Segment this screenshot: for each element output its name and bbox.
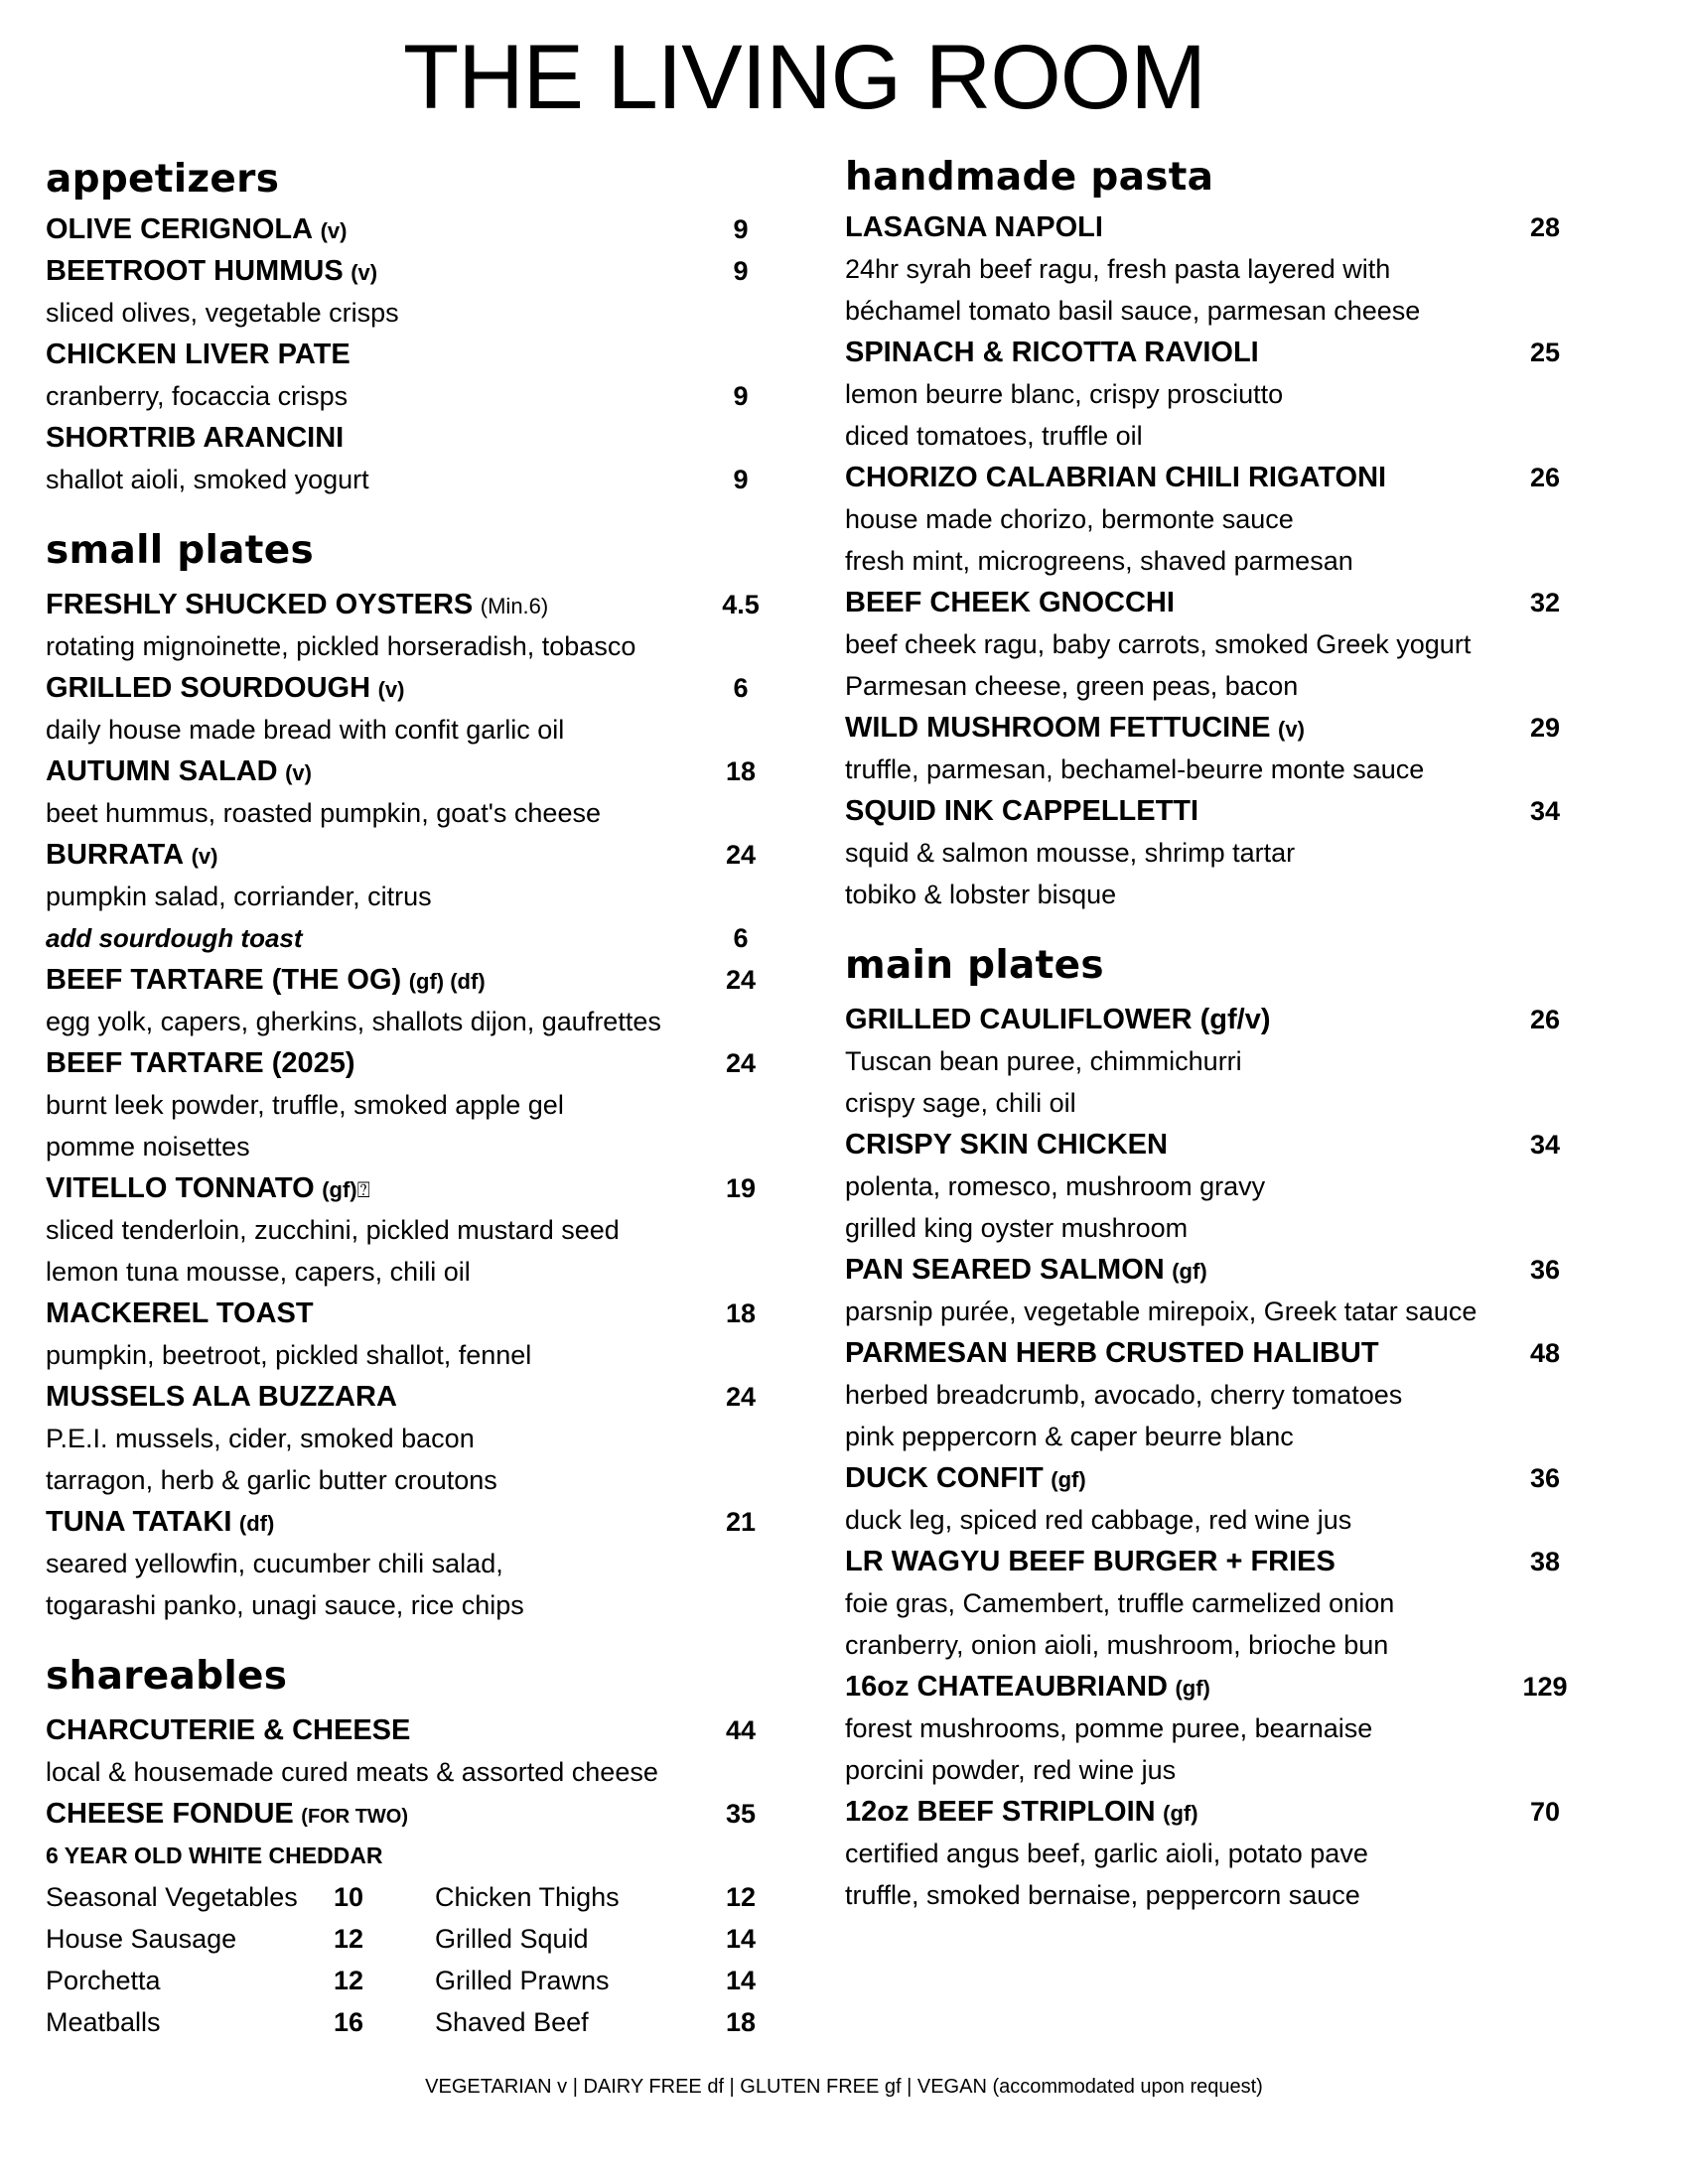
dish-name: SPINACH & RICOTTA RAVIOLI [845, 337, 1259, 368]
dish-price: 19 [725, 1173, 757, 1203]
dish-price: 25 [1529, 338, 1561, 367]
addon-name: House Sausage [46, 1924, 237, 1954]
dish-description: 24hr syrah beef ragu, fresh pasta layered with [845, 254, 1391, 284]
dish-name: LASAGNA NAPOLI [845, 211, 1103, 243]
dish-name: FRESHLY SHUCKED OYSTERS [46, 589, 474, 620]
fondue-addon-row [46, 1960, 771, 2001]
dish-price: 70 [1529, 1797, 1561, 1827]
dish-tag: (v) [377, 677, 405, 702]
menu-item [845, 582, 1580, 623]
dish-name: SQUID INK CAPPELLETTI [845, 795, 1199, 827]
dish-description: shallot aioli, smoked yogurt [46, 465, 369, 494]
dish-name: OLIVE CERIGNOLA [46, 213, 314, 245]
dish-price: 35 [725, 1799, 757, 1829]
menu-item [46, 334, 771, 375]
menu-item [845, 332, 1580, 373]
dish-price: 29 [1529, 713, 1561, 743]
dish-description: P.E.I. mussels, cider, smoked bacon [46, 1424, 475, 1453]
menu-item [46, 959, 771, 1001]
menu-item [845, 790, 1580, 832]
fondue-addon-row [46, 1918, 771, 1960]
menu-item [46, 417, 771, 459]
dish-name: CHARCUTERIE & CHEESE [46, 1714, 411, 1746]
left-column [46, 151, 771, 2043]
dietary-legend: VEGETARIAN v | DAIRY FREE df | GLUTEN FREE gf | VEGAN (accommodated upon request) [425, 2076, 1263, 2098]
dish-description: burnt leek powder, truffle, smoked apple gel [46, 1090, 564, 1120]
dish-description: Tuscan bean puree, chimmichurri [845, 1046, 1242, 1076]
dish-price: 34 [1529, 1130, 1561, 1160]
dish-description: rotating mignoinette, pickled horseradish, tobasco [46, 631, 636, 661]
menu-item [46, 751, 771, 792]
dish-description: parsnip purée, vegetable mirepoix, Greek tatar sauce [845, 1297, 1477, 1326]
dish-tag: (df) [238, 1511, 275, 1536]
addon-name: Grilled Prawns [435, 1966, 610, 1995]
section-heading-handmade-pasta: handmade pasta [845, 155, 1214, 200]
dish-description-row [46, 459, 771, 500]
dish-price: 18 [725, 1298, 757, 1328]
dish-name: 16oz CHATEAUBRIAND [845, 1671, 1168, 1703]
dish-price: 28 [1529, 212, 1561, 242]
dish-price: 9 [733, 214, 749, 244]
addon-price: 12 [725, 1882, 757, 1912]
menu-item [46, 250, 771, 292]
addon-price: 14 [725, 1966, 757, 1995]
dish-description: house made chorizo, bermonte sauce [845, 504, 1294, 534]
dish-description: tarragon, herb & garlic butter croutons [46, 1465, 497, 1495]
dish-name: BEEF CHEEK GNOCCHI [845, 587, 1175, 618]
dish-description: truffle, parmesan, bechamel-beurre monte sauce [845, 754, 1425, 784]
dish-description: beef cheek ragu, baby carrots, smoked Greek yogurt [845, 629, 1472, 659]
dish-tag: (v) [191, 844, 218, 869]
dish-tag: (gf) [1163, 1801, 1198, 1826]
dish-name: MACKEREL TOAST [46, 1297, 314, 1329]
section-heading-shareables: shareables [46, 1654, 288, 1699]
addon-price: 14 [725, 1924, 757, 1954]
fondue-addon-row [46, 2001, 771, 2043]
dish-description-row [46, 375, 771, 417]
dish-price: 4.5 [722, 590, 760, 619]
dish-price: 36 [1529, 1255, 1561, 1285]
addon-name: Chicken Thighs [435, 1882, 620, 1912]
dish-name: BEEF TARTARE (2025) [46, 1047, 355, 1079]
menu-item [845, 1124, 1580, 1165]
dish-price: 26 [1529, 1005, 1561, 1034]
dish-price: 6 [733, 673, 749, 703]
dish-description: pumpkin, beetroot, pickled shallot, fennel [46, 1340, 532, 1370]
menu-item [845, 1249, 1580, 1291]
dish-name: MUSSELS ALA BUZZARA [46, 1381, 397, 1413]
menu-item [845, 999, 1580, 1040]
addon-name: Shaved Beef [435, 2007, 589, 2037]
dish-description: polenta, romesco, mushroom gravy [845, 1171, 1266, 1201]
dish-price: 26 [1529, 463, 1561, 492]
dish-description: grilled king oyster mushroom [845, 1213, 1189, 1243]
menu-item [845, 707, 1580, 749]
dish-name: BURRATA [46, 839, 185, 871]
fondue-addon-row [46, 1876, 771, 1918]
menu-item [46, 584, 771, 625]
menu-item [46, 1376, 771, 1418]
dish-tag: (Min.6) [480, 594, 549, 618]
dish-price: 9 [733, 465, 749, 494]
dish-name: WILD MUSHROOM FETTUCINE [845, 712, 1271, 744]
dish-tag: (gf) (df) [408, 969, 486, 994]
dish-price: 9 [733, 381, 749, 411]
dish-name: CHORIZO CALABRIAN CHILI RIGATONI [845, 462, 1387, 493]
dish-description: lemon tuna mousse, capers, chili oil [46, 1257, 471, 1287]
menu-item [845, 206, 1580, 248]
menu-item [46, 1709, 771, 1751]
dish-description: sliced tenderloin, zucchini, pickled mustard seed [46, 1215, 620, 1245]
addon-price: 6 [733, 923, 749, 953]
dish-description: local & housemade cured meats & assorted cheese [46, 1757, 658, 1787]
menu-item [845, 457, 1580, 498]
addon-price: 16 [334, 2007, 364, 2037]
menu-item [845, 1332, 1580, 1374]
dish-description: sliced olives, vegetable crisps [46, 298, 399, 328]
dish-description: herbed breadcrumb, avocado, cherry tomatoes [845, 1380, 1403, 1410]
menu-item [845, 1541, 1580, 1582]
dish-name: CHEESE FONDUE [46, 1798, 294, 1830]
dish-name: AUTUMN SALAD [46, 755, 278, 787]
dish-price: 38 [1529, 1547, 1561, 1576]
dish-price: 24 [725, 1382, 757, 1412]
dish-description: certified angus beef, garlic aioli, potato pave [845, 1839, 1368, 1868]
dish-tag: (v) [351, 260, 378, 285]
dish-name: GRILLED SOURDOUGH [46, 672, 371, 704]
dish-description: pumpkin salad, corriander, citrus [46, 882, 432, 911]
right-column [845, 149, 1580, 1916]
menu-item [46, 1167, 771, 1209]
menu-item [46, 1042, 771, 1084]
dish-name: 12oz BEEF STRIPLOIN [845, 1796, 1156, 1828]
dish-description: béchamel tomato basil sauce, parmesan cheese [845, 296, 1421, 326]
dish-description: tobiko & lobster bisque [845, 880, 1117, 909]
dish-tag: (gf) [1172, 1259, 1207, 1284]
addon-label: add sourdough toast [46, 923, 303, 953]
addon-price: 12 [334, 1924, 364, 1954]
addon-name: Seasonal Vegetables [46, 1882, 298, 1912]
dish-description: diced tomatoes, truffle oil [845, 421, 1143, 451]
dish-name: BEEF TARTARE (THE OG) [46, 964, 402, 996]
dish-name: PARMESAN HERB CRUSTED HALIBUT [845, 1337, 1379, 1369]
dish-price: 24 [725, 965, 757, 995]
menu-addon [46, 917, 771, 959]
dish-description: crispy sage, chili oil [845, 1088, 1076, 1118]
section-heading-small-plates: small plates [46, 528, 314, 573]
addon-name: Meatballs [46, 2007, 161, 2037]
dish-price: 36 [1529, 1463, 1561, 1493]
dish-description: egg yolk, capers, gherkins, shallots dijon, gaufrettes [46, 1007, 661, 1036]
addon-name: Grilled Squid [435, 1924, 589, 1954]
menu-item [845, 1791, 1580, 1833]
dish-description: daily house made bread with confit garlic oil [46, 715, 565, 745]
missing-glyph-icon: ⍰ [356, 1177, 370, 1202]
restaurant-title: THE LIVING ROOM [403, 27, 1205, 128]
addon-price: 18 [725, 2007, 757, 2037]
dish-name: TUNA TATAKI [46, 1506, 232, 1538]
menu-item [46, 1293, 771, 1334]
dish-name: PAN SEARED SALMON [845, 1254, 1165, 1286]
addon-price: 12 [334, 1966, 364, 1995]
fondue-subtitle: 6 YEAR OLD WHITE CHEDDAR [46, 1843, 383, 1868]
dish-tag: (FOR TWO) [301, 1806, 409, 1828]
dish-description: seared yellowfin, cucumber chili salad, [46, 1549, 503, 1578]
dish-description: foie gras, Camembert, truffle carmelized onion [845, 1588, 1395, 1618]
dish-description: cranberry, focaccia crisps [46, 381, 349, 411]
dish-price: 129 [1522, 1672, 1568, 1702]
dish-price: 44 [725, 1715, 757, 1745]
addon-price: 10 [334, 1882, 364, 1912]
dish-name: SHORTRIB ARANCINI [46, 422, 345, 454]
dish-price: 9 [733, 256, 749, 286]
menu-item [46, 834, 771, 876]
section-heading-appetizers: appetizers [46, 157, 280, 202]
addon-name: Porchetta [46, 1966, 161, 1995]
dish-name: CRISPY SKIN CHICKEN [845, 1129, 1168, 1160]
dish-price: 21 [725, 1507, 757, 1537]
dish-description: forest mushrooms, pomme puree, bearnaise [845, 1713, 1373, 1743]
dish-price: 34 [1529, 796, 1561, 826]
dish-description: truffle, smoked bernaise, peppercorn sauce [845, 1880, 1360, 1910]
dish-description: pink peppercorn & caper beurre blanc [845, 1422, 1294, 1451]
dish-price: 48 [1529, 1338, 1561, 1368]
menu-item [845, 1666, 1580, 1707]
dish-description: squid & salmon mousse, shrimp tartar [845, 838, 1296, 868]
dish-price: 24 [725, 1048, 757, 1078]
menu-item [46, 208, 771, 250]
dish-description: porcini powder, red wine jus [845, 1755, 1177, 1785]
dish-name: GRILLED CAULIFLOWER (gf/v) [845, 1004, 1271, 1035]
dish-name: CHICKEN LIVER PATE [46, 339, 351, 370]
menu-item [46, 1501, 771, 1543]
dish-tag: (gf) [1051, 1467, 1086, 1492]
menu-item [845, 1457, 1580, 1499]
dish-price: 18 [725, 756, 757, 786]
dish-tag: (gf) [1175, 1676, 1210, 1701]
dish-description: pomme noisettes [46, 1132, 250, 1161]
dish-price: 24 [725, 840, 757, 870]
menu-item [46, 1793, 771, 1835]
dish-description: lemon beurre blanc, crispy prosciutto [845, 379, 1284, 409]
section-heading-main-plates: main plates [845, 943, 1104, 988]
dish-description: beet hummus, roasted pumpkin, goat's cheese [46, 798, 601, 828]
dish-description: cranberry, onion aioli, mushroom, brioche bun [845, 1630, 1389, 1660]
dish-name: DUCK CONFIT [845, 1462, 1044, 1494]
dish-tag: (v) [320, 218, 348, 243]
dish-description: togarashi panko, unagi sauce, rice chips [46, 1590, 524, 1620]
dish-name: LR WAGYU BEEF BURGER + FRIES [845, 1546, 1336, 1577]
dish-tag: (v) [1278, 717, 1305, 742]
dish-name: VITELLO TONNATO [46, 1172, 315, 1204]
menu-item [46, 667, 771, 709]
dish-tag: (v) [285, 760, 312, 785]
dish-description: duck leg, spiced red cabbage, red wine jus [845, 1505, 1352, 1535]
dish-description: Parmesan cheese, green peas, bacon [845, 671, 1299, 701]
dish-tag: (gf) [322, 1177, 357, 1202]
dish-name: BEETROOT HUMMUS [46, 255, 344, 287]
dish-price: 32 [1529, 588, 1561, 617]
dish-description: fresh mint, microgreens, shaved parmesan [845, 546, 1353, 576]
